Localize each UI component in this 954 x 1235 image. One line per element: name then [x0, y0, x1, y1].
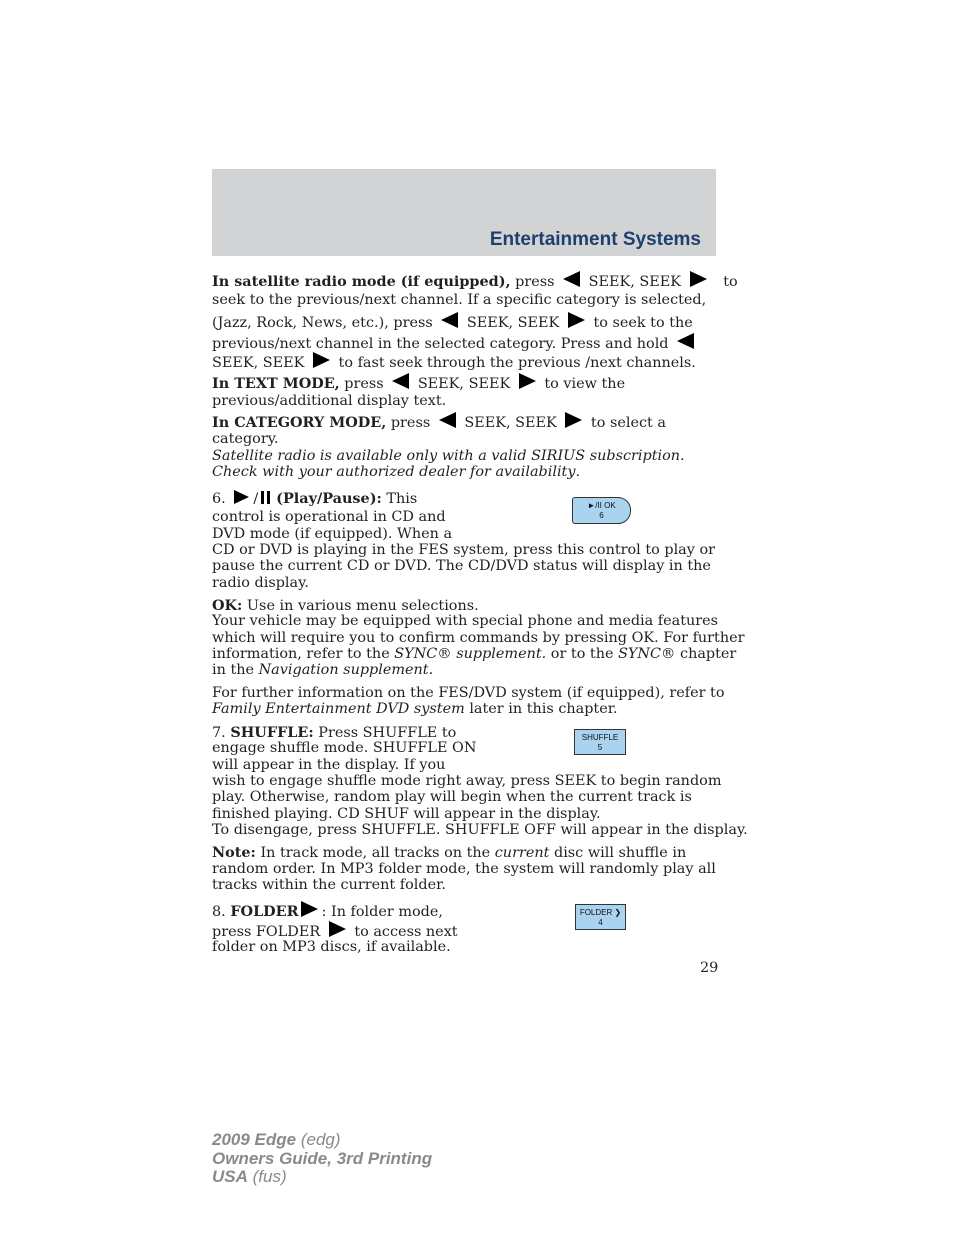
text-mode-line-2: previous/additional display text.: [212, 393, 447, 409]
satellite-line-1: In satellite radio mode (if equipped), press SEEK, SEEK to: [212, 273, 738, 290]
ok-line-2: Your vehicle may be equipped with special phone and media features: [212, 613, 719, 629]
item8-line-3: folder on MP3 discs, if available.: [212, 939, 451, 955]
folder-right-icon: [301, 901, 318, 917]
seek-left-icon: [677, 333, 694, 349]
seek-left-icon: [392, 373, 409, 389]
item7-line-2: engage shuffle mode. SHUFFLE ON: [212, 740, 477, 756]
shuffle-button-label: SHUFFLE: [581, 733, 619, 742]
ok-line-3: which will require you to confirm commands by pressing OK. For further: [212, 630, 745, 646]
header-band: [212, 169, 716, 256]
text-mode-line-1: In TEXT MODE, press SEEK, SEEK to view the: [212, 375, 626, 392]
seek-left-icon: [441, 312, 458, 328]
play-pause-button-label: ►/II OK: [587, 501, 616, 510]
note-line-3: tracks within the current folder.: [212, 877, 446, 893]
folder-button-illustration: [575, 904, 626, 930]
folder-button-label: FOLDER ❯: [579, 908, 622, 917]
play-pause-ok-button-illustration: [572, 497, 631, 524]
category-mode-line-2: category.: [212, 431, 279, 447]
category-mode-line-1: In CATEGORY MODE, press SEEK, SEEK to select a: [212, 414, 666, 431]
item6-line-2: control is operational in CD and: [212, 509, 446, 525]
fes-line-1: For further information on the FES/DVD system (if equipped), refer to: [212, 685, 725, 701]
page-number: 29: [700, 960, 719, 976]
footer: [212, 1131, 432, 1187]
item6-line-3: DVD mode (if equipped). When a: [212, 526, 453, 542]
item8-line-1: 8. FOLDER : In folder mode,: [212, 903, 443, 920]
ok-line-5: in the Navigation supplement.: [212, 662, 434, 678]
play-icon: [234, 490, 249, 504]
seek-left-icon: [439, 412, 456, 428]
seek-right-icon: [313, 352, 330, 368]
item6-line-5: pause the current CD or DVD. The CD/DVD status will display in the: [212, 558, 711, 574]
seek-right-icon: [690, 271, 707, 287]
fes-line-2: Family Entertainment DVD system later in this chapter.: [212, 701, 618, 717]
item6-line-4: CD or DVD is playing in the FES system, press this control to play or: [212, 542, 715, 558]
ok-line-1: OK: Use in various menu selections.: [212, 597, 479, 614]
shuffle-button-illustration: [574, 729, 626, 755]
footer-line-3: USA (fus): [212, 1167, 287, 1186]
seek-right-icon: [568, 312, 585, 328]
satellite-line-3: (Jazz, Rock, News, etc.), press SEEK, SEEK to seek to the: [212, 312, 693, 332]
item7-line-6: finished playing. CD SHUF will appear in the display.: [212, 806, 601, 822]
footer-line-2: Owners Guide, 3rd Printing: [212, 1148, 433, 1168]
folder-right-icon: [329, 921, 346, 937]
ok-line-4: information, refer to the SYNC® supplement. or to the SYNC® chapter: [212, 646, 737, 662]
play-pause-button-number: 6: [599, 511, 604, 520]
seek-left-icon: [563, 271, 580, 287]
seek-right-icon: [519, 373, 536, 389]
footer-line-1: 2009 Edge (edg): [212, 1130, 341, 1149]
section-title: Entertainment Systems: [489, 229, 701, 250]
note-line-1: Note: In track mode, all tracks on the current disc will shuffle in: [212, 844, 687, 861]
item7-line-7: To disengage, press SHUFFLE. SHUFFLE OFF will appear in the display.: [212, 822, 748, 838]
satellite-line-4: previous/next channel in the selected category. Press and hold: [212, 333, 698, 353]
seek-right-icon: [565, 412, 582, 428]
pause-icon: [261, 491, 273, 509]
shuffle-button-number: 5: [597, 743, 603, 752]
note-line-2: random order. In MP3 folder mode, the system will randomly play all: [212, 861, 716, 877]
item7-line-4: wish to engage shuffle mode right away, press SEEK to begin random: [212, 773, 722, 789]
item6-line-6: radio display.: [212, 575, 309, 591]
satellite-line-2: seek to the previous/next channel. If a specific category is selected,: [212, 292, 707, 308]
folder-button-number: 4: [598, 918, 603, 927]
subscription-note-line-1: Satellite radio is available only with a valid SIRIUS subscription.: [212, 448, 685, 464]
item7-line-5: play. Otherwise, random play will begin when the current track is: [212, 789, 692, 805]
subscription-note-line-2: Check with your authorized dealer for availability.: [212, 464, 581, 480]
item7-line-3: will appear in the display. If you: [212, 757, 446, 773]
satellite-line-5: SEEK, SEEK to fast seek through the previous /next channels.: [212, 352, 696, 372]
item8-line-2: press FOLDER to access next: [212, 921, 458, 941]
item7-line-1: 7. SHUFFLE: Press SHUFFLE to: [212, 724, 457, 741]
item6-line-1: 6. / (Play/Pause): This: [212, 490, 418, 507]
